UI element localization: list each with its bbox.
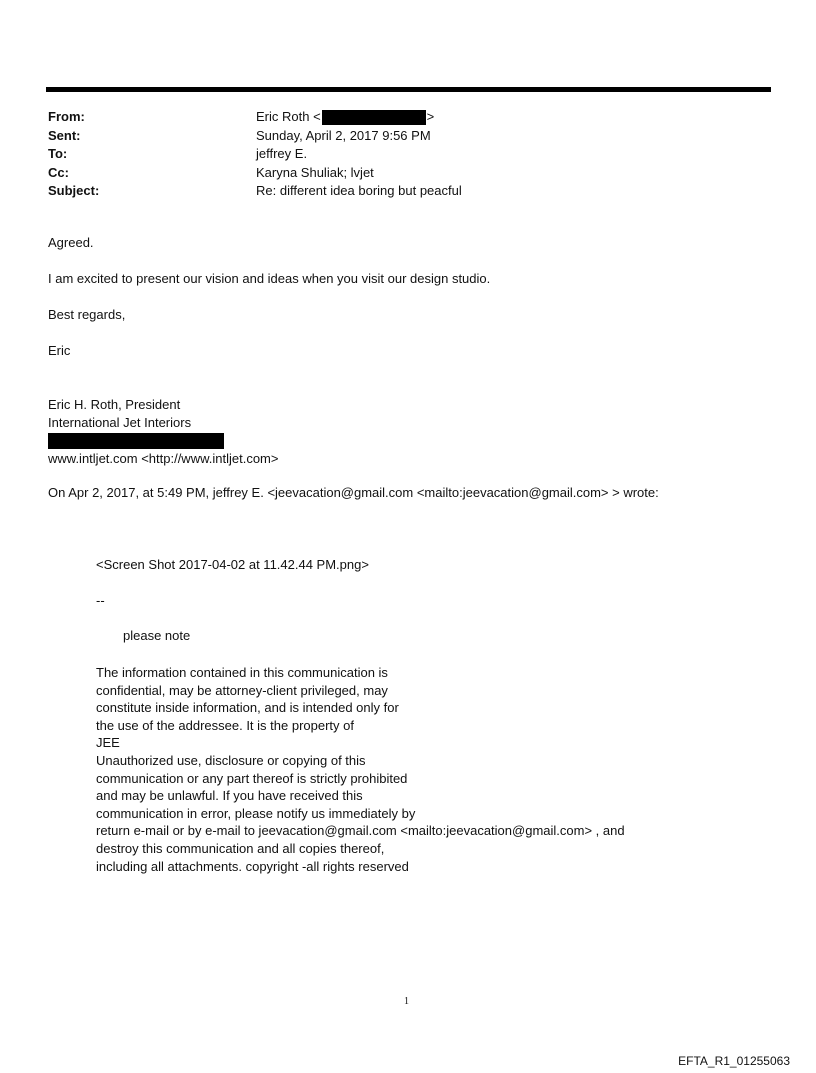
body-agreed: Agreed.: [48, 235, 94, 250]
from-close: >: [426, 109, 435, 124]
disclaimer-line: communication or any part thereof is strictly prohibited: [96, 770, 408, 786]
signature-block: [48, 396, 224, 449]
document-id: EFTA_R1_01255063: [678, 1054, 790, 1068]
to-label: To:: [48, 146, 68, 161]
page-number: 1: [404, 996, 409, 1007]
redacted-email-block: [322, 110, 426, 125]
to-value: jeffrey E.: [256, 146, 308, 161]
attachment-reference[interactable]: <Screen Shot 2017-04-02 at 11.42.44 PM.png>: [96, 557, 369, 572]
subject-label: Subject:: [48, 183, 100, 198]
signature-website[interactable]: www.intljet.com <http://www.intljet.com>: [48, 451, 279, 466]
subject-value: Re: different idea boring but peacful: [256, 183, 462, 198]
header-divider: [46, 87, 771, 92]
disclaimer-line: and may be unlawful. If you have received this: [96, 788, 363, 804]
signature-company: International Jet Interiors: [48, 414, 192, 430]
body-closing: Best regards,: [48, 307, 126, 322]
disclaimer-line: the use of the addressee. It is the property of: [96, 717, 354, 733]
body-name: Eric: [48, 343, 71, 358]
disclaimer-line: return e-mail or by e-mail to jeevacation@gmail.com <mailto:jeevacation@gmail.com> , and: [96, 823, 625, 839]
redacted-signature-block: [48, 433, 224, 449]
from-name: Eric Roth <: [256, 109, 321, 124]
please-note: please note: [123, 628, 191, 643]
from-label: From:: [48, 109, 85, 124]
disclaimer-line: constitute inside information, and is intended only for: [96, 700, 399, 716]
cc-value: Karyna Shuliak; lvjet: [256, 164, 374, 180]
disclaimer-line: including all attachments. copyright -all rights reserved: [96, 858, 409, 874]
disclaimer-line: JEE: [96, 735, 120, 751]
body-message: I am excited to present our vision and ideas when you visit our design studio.: [48, 271, 491, 286]
sent-label: Sent:: [48, 127, 81, 143]
disclaimer-line: Unauthorized use, disclosure or copying of this: [96, 752, 366, 768]
sent-value: Sunday, April 2, 2017 9:56 PM: [256, 127, 431, 143]
disclaimer-line: confidential, may be attorney-client privileged, may: [96, 682, 388, 698]
disclaimer-line: destroy this communication and all copies thereof,: [96, 840, 385, 856]
disclaimer-line: communication in error, please notify us immediately by: [96, 805, 416, 821]
quoted-intro: On Apr 2, 2017, at 5:49 PM, jeffrey E. <jeevacation@gmail.com <mailto:jeevacation@gmail.com> > wrote:: [48, 485, 659, 500]
cc-label: Cc:: [48, 164, 69, 180]
signature-title: Eric H. Roth, President: [48, 397, 181, 412]
from-value: [256, 108, 434, 127]
signature-separator: --: [96, 593, 105, 608]
disclaimer-line: The information contained in this communication is: [96, 665, 388, 680]
disclaimer: [96, 664, 625, 875]
